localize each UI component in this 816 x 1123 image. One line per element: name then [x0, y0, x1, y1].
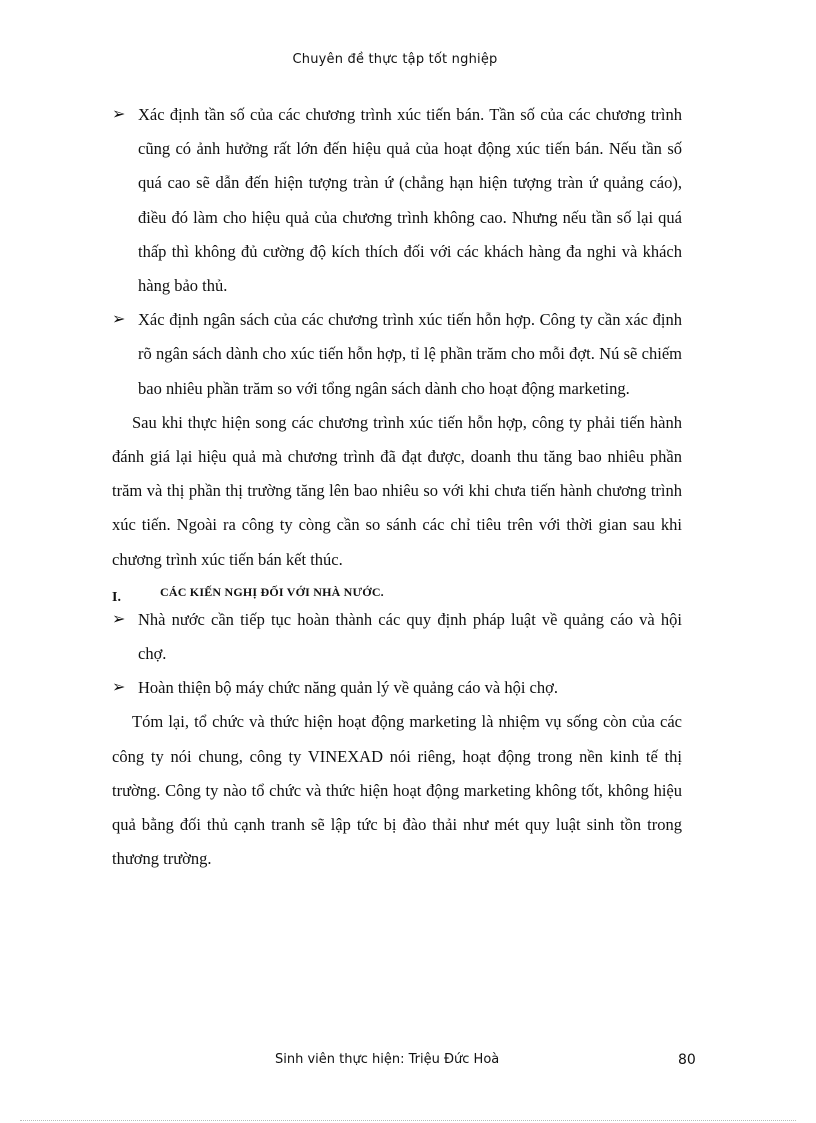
list-item-text: Xác định ngân sách của các chương trình xúc tiến hỗn hợp. Công ty cần xác định rõ ngân sách dành cho xúc tiến hỗn hợp, tỉ lệ phần trăm cho mỗi đợt. Nú sẽ chiếm bao nhiêu phần trăm so với tổng ngân sách dành cho hoạt động marketing.	[138, 310, 682, 398]
list-item	[112, 98, 682, 303]
list-item-text: Xác định tần số của các chương trình xúc tiến bán. Tần số của các chương trình cũng có ảnh hưởng rất lớn đến hiệu quả của hoạt động xúc tiến bán. Nếu tần số quá cao sẽ dẫn đến hiện tượng tràn ứ (chẳng hạn hiện tượng tràn ứ quảng cáo), điều đó làm cho hiệu quả của chương trình không cao. Nhưng nếu tần số lại quá thấp thì không đủ cường độ kích thích đối với các khách hàng đa nghi và khách hàng bảo thủ.	[138, 105, 682, 296]
list-item	[112, 603, 682, 671]
arrow-bullet-icon: ➢	[112, 610, 126, 628]
section-number: I.	[112, 589, 121, 605]
document-body	[112, 98, 682, 876]
arrow-bullet-icon: ➢	[112, 106, 126, 123]
page-header: Chuyên đề thực tập tốt nghiệp	[292, 52, 498, 67]
arrow-bullet-icon: ➢	[112, 311, 126, 329]
page-bottom-divider	[20, 1120, 796, 1121]
footer-author: Sinh viên thực hiện: Triệu Đức Hoà	[275, 1052, 500, 1067]
list-item	[112, 671, 682, 705]
list-item	[112, 303, 682, 406]
list-item-text: Nhà nước cần tiếp tục hoàn thành các quy định pháp luật về quảng cáo và hội chợ.	[138, 609, 682, 664]
arrow-bullet-icon: ➢	[112, 679, 126, 697]
section-title: CÁC KIẾN NGHỊ ĐỐI VỚI NHÀ NƯỚC.	[160, 584, 384, 599]
page-number: 80	[678, 1052, 696, 1068]
paragraph: Sau khi thực hiện song các chương trình xúc tiến hỗn hợp, công ty phải tiến hành đánh giá lại hiệu quả mà chương trình đã đạt được, doanh thu tăng bao nhiêu phần trăm và thị phần thị trường tăng lên bao nhiêu so với khi chưa tiến hành chương trình xúc tiến. Ngoài ra công ty còng cần so sánh các chỉ tiêu trên với thời gian sau khi chương trình xúc tiến bán kết thúc.	[112, 412, 682, 569]
list-item-text: Hoàn thiện bộ máy chức năng quản lý về quảng cáo và hội chợ.	[138, 678, 558, 698]
paragraph: Tóm lại, tổ chức và thức hiện hoạt động marketing là nhiệm vụ sống còn của các công ty nói chung, công ty VINEXAD nói riêng, hoạt động trong nền kinh tế thị trường. Công ty nào tổ chức và thức hiện hoạt động marketing không tốt, không hiệu quả bằng đối thủ cạnh tranh sẽ lập tức bị đào thải như mét quy luật sinh tồn trong thương trường.	[112, 712, 682, 869]
